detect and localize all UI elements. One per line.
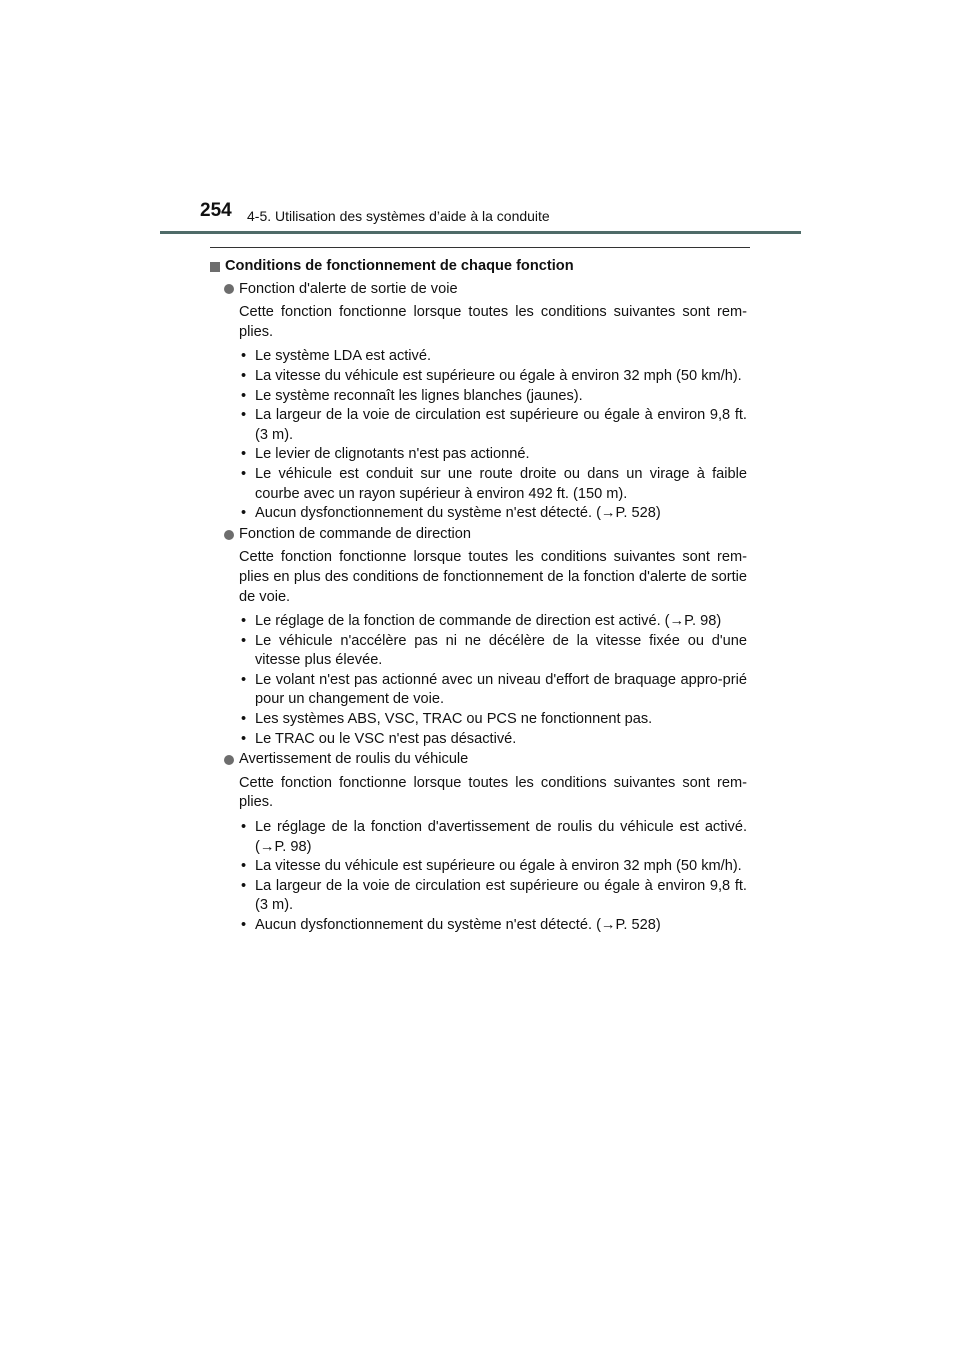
feature-title [210, 280, 747, 300]
page-content [210, 257, 747, 937]
list-item: • Le réglage de la fonction de commande de direction est activé. (→P. 98) [239, 612, 747, 632]
list-item: • Le volant n'est pas actionné avec un niveau d'effort de braquage appro-prié pour un changement de voie. [239, 671, 747, 710]
list-item: • La vitesse du véhicule est supérieure ou égale à environ 32 mph (50 km/h). [239, 367, 747, 387]
circle-bullet-icon [224, 755, 234, 765]
list-item: • Le TRAC ou le VSC n'est pas désactivé. [239, 730, 747, 750]
feature-title [210, 750, 747, 770]
section-heading [210, 257, 747, 277]
page-number: 254 [200, 200, 232, 221]
circle-bullet-icon [224, 284, 234, 294]
condition-list [210, 347, 747, 523]
feature-vehicle-sway-warning [210, 750, 747, 935]
feature-title [210, 525, 747, 545]
feature-steering-control [210, 525, 747, 750]
feature-title-text: Fonction d'alerte de sortie de voie [239, 280, 458, 297]
list-item: • Le levier de clignotants n'est pas actionné. [239, 445, 747, 465]
list-item: • Le système LDA est activé. [239, 347, 747, 367]
list-item: • Aucun dysfonctionnement du système n'est détecté. (→P. 528) [239, 916, 747, 936]
list-item: • La largeur de la voie de circulation est supérieure ou égale à environ 9,8 ft. (3 m). [239, 877, 747, 916]
circle-bullet-icon [224, 530, 234, 540]
chapter-title: 4-5. Utilisation des systèmes d’aide à la conduite [247, 208, 550, 224]
feature-title-text: Fonction de commande de direction [239, 525, 472, 542]
feature-description: Cette fonction fonctionne lorsque toutes les conditions suivantes sont rem-plies en plus des conditions de fonctionnement de la fonction d'alerte de sortie de voie. [239, 549, 747, 605]
list-item: • La largeur de la voie de circulation est supérieure ou égale à environ 9,8 ft. (3 m). [239, 406, 747, 445]
list-item: • La vitesse du véhicule est supérieure ou égale à environ 32 mph (50 km/h). [239, 857, 747, 877]
section-heading-text: Conditions de fonctionnement de chaque fonction [225, 258, 574, 274]
feature-title-text: Avertissement de roulis du véhicule [239, 751, 469, 768]
list-item: • Le système reconnaît les lignes blanches (jaunes). [239, 387, 747, 407]
feature-lane-departure-alert [210, 280, 747, 524]
list-item: • Le réglage de la fonction d'avertissement de roulis du véhicule est activé. (→P. 98) [239, 818, 747, 857]
list-item: • Les systèmes ABS, VSC, TRAC ou PCS ne fonctionnent pas. [239, 710, 747, 730]
list-item: • Aucun dysfonctionnement du système n'est détecté. (→P. 528) [239, 504, 747, 524]
condition-list [210, 612, 747, 749]
list-item: • Le véhicule est conduit sur une route droite ou dans un virage à faible courbe avec un rayon supérieur à environ 492 ft. (150 m). [239, 465, 747, 504]
section-divider [210, 247, 750, 248]
condition-list [210, 818, 747, 936]
square-bullet-icon [210, 262, 220, 272]
feature-description: Cette fonction fonctionne lorsque toutes les conditions suivantes sont rem-plies. [239, 774, 747, 811]
list-item: • Le véhicule n'accélère pas ni ne décélère de la vitesse fixée ou d'une vitesse plus élevée. [239, 632, 747, 671]
feature-description: Cette fonction fonctionne lorsque toutes les conditions suivantes sont rem-plies. [239, 304, 747, 340]
header-divider [160, 231, 801, 234]
